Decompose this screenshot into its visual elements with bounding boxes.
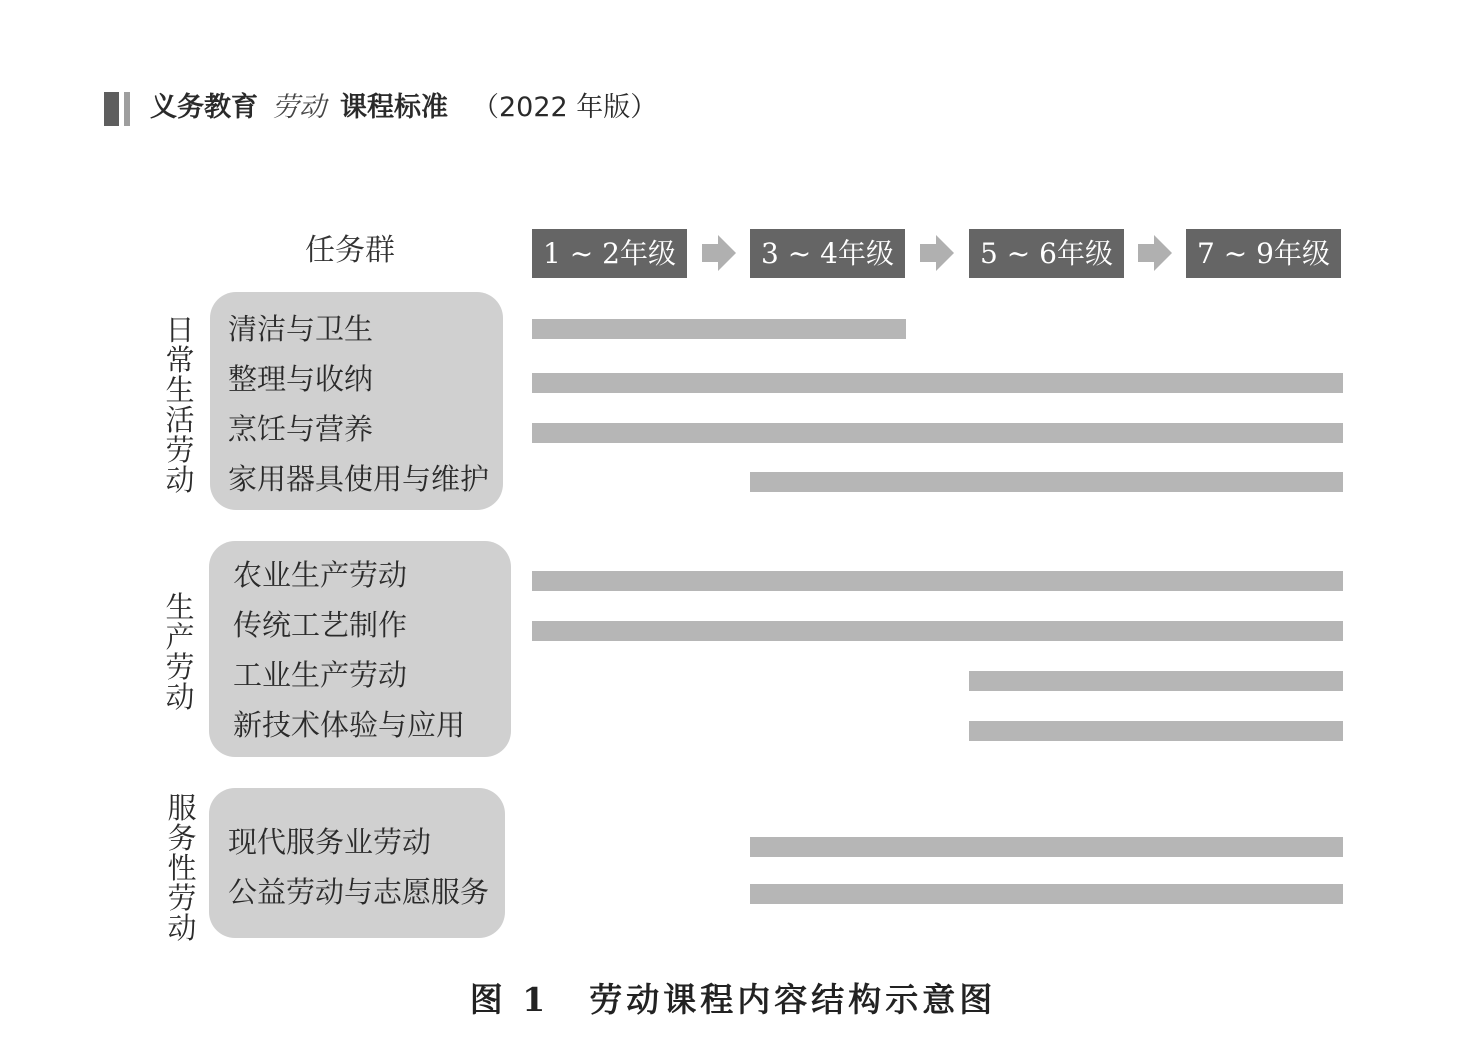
task-label-industrial: 工业生产劳动 [233,658,408,692]
category-char: 动 [167,911,197,945]
category-char: 日 [165,313,195,347]
category-char: 动 [165,680,195,714]
category-label-service [162,793,202,943]
header-title-part2: 劳动 [272,92,326,123]
arrow-right-icon [702,235,736,271]
category-char [160,315,200,495]
grade-box-3-4: 3 ~ 4年级 [750,229,905,278]
grade-range-bar [532,571,1343,591]
header-title-part1: 义务教育 [150,92,258,123]
task-label-appliances: 家用器具使用与维护 [228,462,490,496]
grade-range-bar [532,621,1343,641]
task-label-organizing: 整理与收纳 [228,362,374,396]
category-char [162,793,202,943]
grade-range-bar [532,423,1343,443]
grade-range-bar [969,721,1343,741]
category-char: 性 [167,851,197,885]
category-char: 劳 [165,650,195,684]
header-edition: （2022 年版） [472,92,658,123]
grade-range-bar [750,472,1343,492]
task-label-new-tech: 新技术体验与应用 [233,708,466,742]
category-label-daily-life [160,315,200,495]
category-char: 动 [165,463,195,497]
task-label-cleaning: 清洁与卫生 [228,312,374,346]
category-char: 生 [165,373,195,407]
category-label-production [160,592,200,712]
grade-range-bar [750,837,1343,857]
arrow-right-icon [1138,235,1172,271]
header-marker-light [124,92,130,126]
figure-number: 图 1 [469,980,550,1019]
category-char: 服 [167,791,197,825]
task-group-title: 任务群 [305,233,395,268]
category-char: 活 [165,403,195,437]
task-label-cooking: 烹饪与营养 [228,412,374,446]
category-char: 务 [167,821,197,855]
grade-range-bar [750,884,1343,904]
figure-caption [0,976,1466,1024]
grade-box-1-2: 1 ~ 2年级 [532,229,687,278]
grade-range-bar [532,319,906,339]
task-label-volunteer: 公益劳动与志愿服务 [228,875,490,909]
category-char [160,592,200,712]
grade-range-bar [969,671,1343,691]
grade-box-7-9: 7 ~ 9年级 [1186,229,1341,278]
task-label-traditional-craft: 传统工艺制作 [233,608,408,642]
header-title [150,88,657,128]
category-char: 常 [165,343,195,377]
group-box-service [209,788,505,938]
category-char: 产 [165,620,195,654]
header-title-part3: 课程标准 [340,92,448,123]
header-marker-dark [104,92,119,126]
figure-caption-text: 劳动课程内容结构示意图 [589,980,997,1019]
arrow-right-icon [920,235,954,271]
grade-box-5-6: 5 ~ 6年级 [969,229,1124,278]
task-label-modern-service: 现代服务业劳动 [228,825,432,859]
category-char: 生 [165,590,195,624]
category-char: 劳 [165,433,195,467]
task-label-agriculture: 农业生产劳动 [233,558,408,592]
category-char: 劳 [167,881,197,915]
grade-range-bar [532,373,1343,393]
